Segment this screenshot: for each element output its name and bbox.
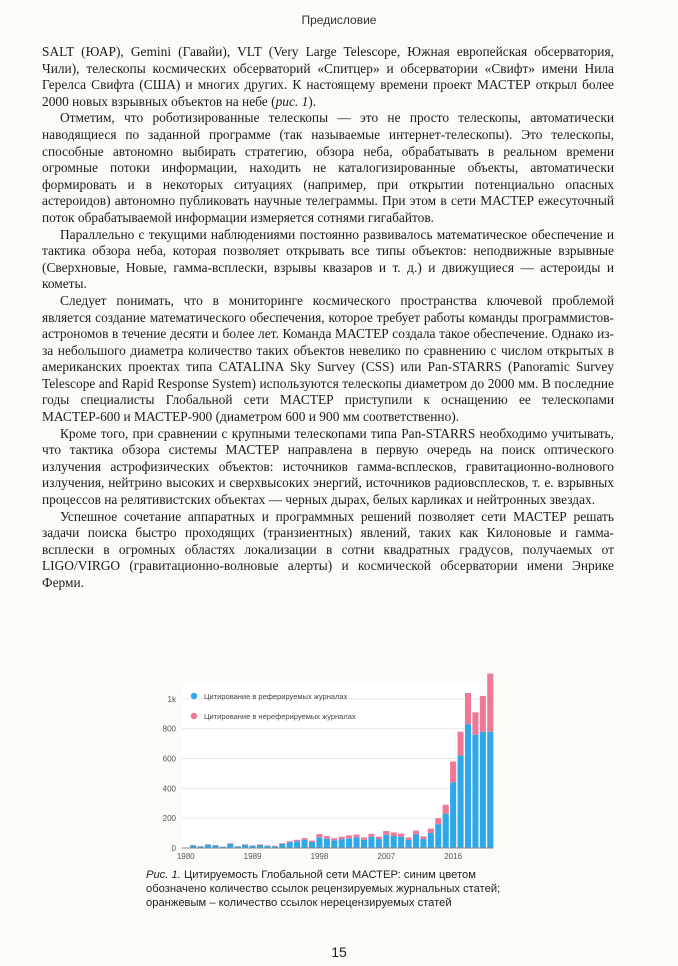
bar-nonrefereed bbox=[428, 829, 434, 833]
bar-nonrefereed bbox=[346, 835, 352, 838]
bar-refereed bbox=[383, 835, 389, 848]
legend-label: Цитирование в нереферируемых журналах bbox=[204, 712, 356, 721]
figure-caption-label: Рис. 1. bbox=[146, 869, 181, 881]
bar-refereed bbox=[309, 842, 315, 848]
paragraph-1-lead: SALT (ЮАР), Gemini (Гавайи), VLT (Very Large Telescope, Южная европейская обсерватория, Чили), телескопы космических обсерваторий «Спитцер» и обсерватории «Свифт» имени Нила Герелса Свифта (США) и многих других. К настоящему времени проект МАСТЕР открыл более 2000 новых взрывных объектов на небе ( bbox=[42, 44, 614, 109]
bar-nonrefereed bbox=[368, 834, 374, 837]
bar-refereed bbox=[302, 840, 308, 848]
y-tick-label: 200 bbox=[162, 814, 176, 824]
bar-nonrefereed bbox=[398, 834, 404, 837]
y-tick-label: 600 bbox=[162, 754, 176, 764]
bar-nonrefereed bbox=[279, 843, 285, 844]
bar-nonrefereed bbox=[331, 838, 337, 840]
paragraph-1-tail: ). bbox=[308, 93, 317, 109]
bar-refereed bbox=[450, 782, 456, 848]
bar-nonrefereed bbox=[406, 837, 412, 839]
bar-nonrefereed bbox=[302, 838, 308, 840]
bar-refereed bbox=[361, 840, 367, 848]
bar-refereed bbox=[227, 844, 233, 848]
bar-nonrefereed bbox=[294, 840, 300, 841]
bar-nonrefereed bbox=[435, 818, 441, 824]
bar-nonrefereed bbox=[450, 762, 456, 783]
bar-refereed bbox=[435, 824, 441, 848]
bar-refereed bbox=[443, 814, 449, 848]
bar-refereed bbox=[480, 732, 486, 848]
running-head: Предисловие bbox=[301, 13, 377, 27]
paragraph-5: Кроме того, при сравнении с крупными телескопами типа Pan-STARRS необходимо учитывать, что тактика обзора системы МАСТЕР направлена в первую очередь на поиск оптического излучения астрофизических объектов: источников гамма-всплесков, гравитационно-волнового излучения, нейтрино высоких и сверхвысоких энергий, источников радиовсплесков, т. е. взрывных процессов на релятивистских объектах — черных дырах, белых карликах и нейтронных звездах. bbox=[42, 425, 614, 508]
bar-nonrefereed bbox=[472, 712, 478, 734]
bar-nonrefereed bbox=[383, 831, 389, 835]
bar-refereed bbox=[487, 732, 493, 848]
bar-refereed bbox=[339, 839, 345, 848]
bar-refereed bbox=[398, 837, 404, 848]
bar-refereed bbox=[428, 833, 434, 848]
body-text bbox=[42, 44, 614, 592]
bar-refereed bbox=[420, 839, 426, 848]
x-tick-label: 2007 bbox=[377, 852, 396, 861]
citation-chart-svg bbox=[146, 672, 498, 868]
bar-refereed bbox=[279, 844, 285, 848]
y-tick-label: 800 bbox=[162, 724, 176, 734]
bar-refereed bbox=[391, 836, 397, 848]
legend-swatch bbox=[191, 693, 197, 699]
bar-nonrefereed bbox=[413, 831, 419, 835]
bar-refereed bbox=[413, 835, 419, 848]
bar-nonrefereed bbox=[420, 836, 426, 839]
bar-nonrefereed bbox=[309, 841, 315, 842]
bar-nonrefereed bbox=[316, 834, 322, 837]
figure-reference: рис. 1 bbox=[275, 93, 309, 109]
bar-nonrefereed bbox=[376, 837, 382, 839]
bar-nonrefereed bbox=[324, 836, 330, 839]
x-tick-label: 1989 bbox=[243, 852, 262, 861]
figure-caption-text: Цитируемость Глобальной сети МАСТЕР: синим цветом обозначено количество ссылок рецензируемых журнальных статей; оранжевым – количество ссылок нерецензируемых статей bbox=[146, 869, 501, 909]
bar-refereed bbox=[472, 735, 478, 848]
x-tick-label: 1980 bbox=[176, 852, 195, 861]
bar-refereed bbox=[458, 756, 464, 848]
legend-swatch bbox=[191, 713, 197, 719]
bar-refereed bbox=[324, 839, 330, 848]
legend-label: Цитирование в реферируемых журналах bbox=[204, 692, 348, 701]
bar-refereed bbox=[376, 839, 382, 848]
bar-refereed bbox=[406, 840, 412, 848]
page-number: 15 bbox=[331, 944, 347, 960]
bar-nonrefereed bbox=[443, 805, 449, 814]
bar-nonrefereed bbox=[458, 732, 464, 756]
bar-refereed bbox=[354, 838, 360, 848]
bar-nonrefereed bbox=[339, 837, 345, 839]
bar-nonrefereed bbox=[354, 835, 360, 838]
x-tick-label: 2016 bbox=[444, 852, 463, 861]
paragraph-6: Успешное сочетание аппаратных и программных решений позволяет сети МАСТЕР решать задачи поиска быстро проходящих (транзиентных) явлений, таких как Килоновые и гамма-всплески в огромных областях локализации в сотни квадратных градусов, получаемых от LIGO/VIRGO (гравитационно-волновые алерты) и космической обсерватории имени Энрике Ферми. bbox=[42, 508, 614, 590]
x-tick-label: 1998 bbox=[310, 852, 329, 861]
y-tick-label: 0 bbox=[171, 844, 176, 853]
bar-refereed bbox=[316, 837, 322, 848]
paragraph-4: Следует понимать, что в мониторинге космического пространства ключевой проблемой является создание математического обеспечения, которое требует работы команды программистов-астрономов в течение десяти и более лет. Команда МАСТЕР создала такое обеспечение. Однако из-за небольшого диаметра количество таких объектов невелико по сравнению с числом открытых в американских проектах типа CATALINA Sky Survey (CSS) или Pan-STARRS (Panoramic Survey Telescope and Rapid Response System) используются телескопы диаметром до 2000 мм. В последние годы специалисты Глобальной сети МАСТЕР приступили к оснащению ее телескопами МАСТЕР-600 и МАСТЕР-900 (диаметром 600 и 900 мм соответственно). bbox=[42, 292, 614, 425]
bar-nonrefereed bbox=[257, 844, 263, 845]
bar-nonrefereed bbox=[361, 837, 367, 839]
y-tick-label: 1k bbox=[167, 694, 176, 704]
bar-refereed bbox=[294, 841, 300, 848]
bar-nonrefereed bbox=[287, 841, 293, 842]
bar-refereed bbox=[287, 842, 293, 848]
paragraph-3: Параллельно с текущими наблюдениями постоянно развивалось математическое обеспечение и тактика обзора неба, которая позволяет открывать все типы объектов: неподвижные взрывные (Сверхновые, Новые, гамма-всплески, взрывы квазаров и т. д.) и движущиеся — астероиды и кометы. bbox=[42, 226, 614, 292]
figure-caption bbox=[146, 868, 532, 910]
bar-nonrefereed bbox=[391, 832, 397, 836]
paragraph-1 bbox=[42, 44, 614, 110]
citation-chart bbox=[146, 672, 498, 868]
bar-nonrefereed bbox=[480, 696, 486, 732]
y-tick-label: 400 bbox=[162, 784, 176, 794]
paragraph-2: Отметим, что роботизированные телескопы — это не просто телескопы, автоматически наводящиеся по заданной программе (так называемые интернет-телескопы). Это телескопы, способные автономно выбирать стратегию, обзора неба, обрабатывать в реальном времени огромные потоки информации, находить не каталогизированные объекты, автоматически формировать и в некоторых ситуациях (например, при открытии потенциально опасных астероидов) автономно публиковать научные телеграммы. При этом в сети МАСТЕР ежесуточный поток обрабатываемой информации измеряется сотнями гигабайтов. bbox=[42, 110, 614, 225]
bar-refereed bbox=[368, 837, 374, 848]
bar-nonrefereed bbox=[487, 674, 493, 732]
bar-nonrefereed bbox=[465, 693, 471, 724]
bar-refereed bbox=[465, 724, 471, 848]
bar-nonrefereed bbox=[227, 843, 233, 844]
bar-refereed bbox=[346, 838, 352, 848]
bar-refereed bbox=[331, 840, 337, 848]
